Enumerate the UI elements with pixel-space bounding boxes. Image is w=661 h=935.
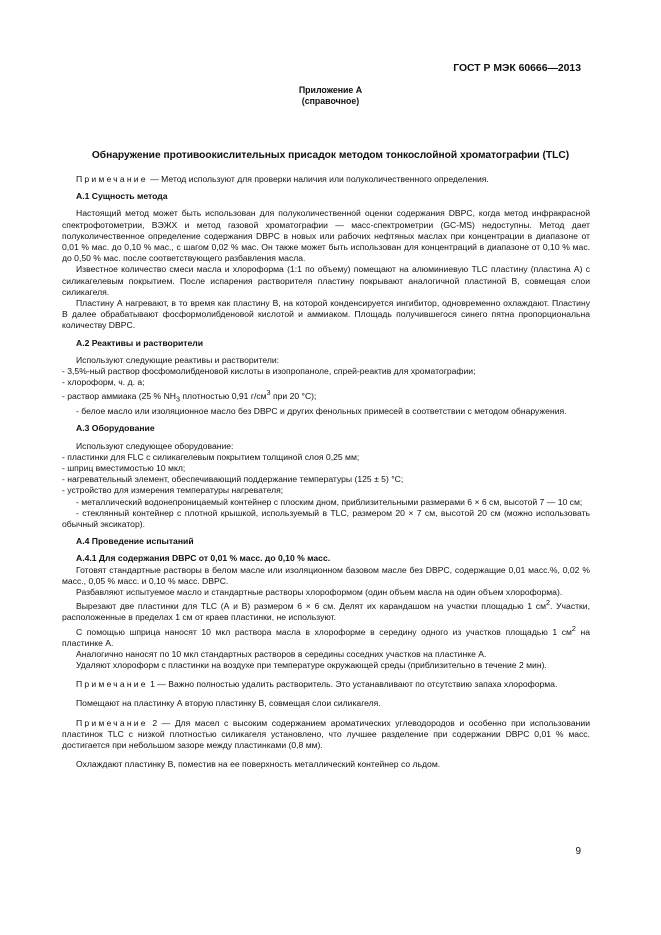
note-label: Примечание	[76, 174, 148, 184]
section-a2-heading: А.2 Реактивы и растворители	[76, 337, 204, 348]
a3-list-item: - нагревательный элемент, обеспечивающий поддержание температуры (125 ± 5) °С;	[62, 474, 404, 485]
section-a3-heading: А.3 Оборудование	[76, 423, 155, 434]
note-text: 1 — Важно полностью удалить растворитель. Это устанавливают по отсутствию запаха хлороформа.	[150, 679, 558, 690]
a4-paragraph-8: Охлаждают пластинку В, поместив на ее поверхность металлический контейнер со льдом.	[76, 759, 441, 770]
a1-paragraph-3: Пластину А нагревают, в то время как пластину В, на которой конденсируется ингибитор, одновременно охлаждают. Пластину В далее обрабатывают фосформолибденовой кислотой и аммиаком. Площадь получившегося синего пятна пропорциональна количеству DBPC.	[62, 298, 590, 331]
a4-paragraph-3: Вырезают две пластинки для TLC (А и В) размером 6 × 6 см. Делят их карандашом на участки площадью 1 $см^2$. Участки, расположенные в пределах 1 см от краев пластинки, не используют.	[62, 599, 590, 623]
a2-list-item: - хлороформ, ч. д. а;	[62, 377, 145, 388]
annex-title: Приложение А	[298, 85, 363, 95]
a2-intro: Используют следующие реактивы и растворители:	[76, 354, 280, 365]
a4-paragraph-4: С помощью шприца наносят 10 мкл раствора масла в хлороформе в середину одного из участков площадью 1 $см^2$ на пластинке А.	[62, 624, 590, 648]
a4-paragraph-1: Готовят стандартные растворы в белом масле или изоляционном базовом масле без DBPC, содержащие 0,01 масс.%, 0,02 % масс., 0,05 % масс. и 0,10 % масс. DBPC.	[62, 564, 590, 586]
section-a41-heading: А.4.1 Для содержания DBPC от 0,01 % масс. до 0,10 % масс.	[76, 553, 331, 564]
a2-list-item-ammonia: - раствор аммиака (25 % $NH_3$ плотностью 0,91 $г/см^3$ при 20 °С);	[62, 389, 317, 405]
section-a4-heading: А.4 Проведение испытаний	[76, 536, 194, 547]
a2-list-item: - белое масло или изоляционное масло без DBPC и других фенольных примесей в соответствии с методом обнаружения.	[76, 406, 567, 417]
standard-number: ГОСТ Р МЭК 60666—2013	[453, 63, 581, 74]
a4-paragraph-7: Помещают на пластинку А вторую пластинку В, совмещая слои силикагеля.	[76, 698, 381, 709]
intro-note	[62, 174, 590, 185]
a3-intro: Используют следующее оборудование:	[76, 440, 234, 451]
section-a1-heading: А.1 Сущность метода	[76, 191, 168, 202]
a3-list-item: - стеклянный контейнер с плотной крышкой, используемый в TLC, размером 20 × 7 см, высотой 20 см (можно использовать обычный эксикатор).	[62, 507, 590, 530]
a4-paragraph-5: Аналогично наносят по 10 мкл стандартных растворов в середины соседних участков на пластинке А.	[76, 648, 487, 659]
note-text: 2 — Для масел с высоким содержанием ароматических углеводородов и особенно при использовании пластинок TLC с низкой плотностью силикагеля установлено, что лучшее разделение при содержании DBPC 0,01 % масс. достигается при небольшом зазоре между пластинками (0,8 мм).	[62, 717, 590, 751]
a4-paragraph-2: Разбавляют испытуемое масло и стандартные растворы хлороформом (один объем масла на один объем хлороформа).	[76, 587, 563, 598]
document-title: Обнаружение противоокислительных присадок методом тонкослойной хроматографии (TLC)	[91, 150, 570, 161]
note-label: Примечание	[76, 679, 148, 690]
document-body	[62, 174, 590, 770]
a3-list-item: - пластинки для FLC с силикагелевым покрытием толщиной слоя 0,25 мм;	[62, 451, 360, 462]
annex-subtitle: (справочное)	[301, 96, 360, 106]
note-label: Примечание	[76, 717, 148, 728]
a1-paragraph-1: Настоящий метод может быть использован для полуколичественной оценки содержания DBPC, когда метод инфракрасной спектрофотометрии, ВЭЖХ и метод газовой хроматографии — масс-спектрометрии (GC-MS) недоступны. Метод дает полуколичественное определение содержания DBPC в новых или рабочих нефтяных маслах при концентрации в диапазоне от 0,01 % мас. до 0,10 % мас., с шагом 0,02 % мас. Он также может быть использован для концентраций в диапазоне от 0,10 % мас. до 0,50 % мас. после соответствующего разбавления масла.	[62, 208, 590, 264]
page-number: 9	[575, 846, 581, 857]
a4-paragraph-6: Удаляют хлороформ с пластинки на воздухе при температуре окружающей среды (приблизительно в течение 2 мин).	[76, 660, 547, 671]
annex-heading	[0, 85, 661, 107]
note-text: — Метод используют для проверки наличия или полуколичественного определения.	[150, 174, 489, 184]
a3-list-item: - металлический водонепроницаемый контейнер с плоским дном, приблизительными размерами 6 × 6 см, высотой 7 — 10 см;	[76, 496, 583, 507]
note-1	[62, 679, 590, 690]
note-2	[62, 718, 590, 752]
a1-paragraph-2: Известное количество смеси масла и хлороформа (1:1 по объему) помещают на алюминиевую TLC пластину (пластина А) с силикагелевым покрытием. После испарения растворителя пластину покрывают аналогичной пластиной B, совмещая слои силикагеля.	[62, 264, 590, 297]
a2-list-item: - 3,5%-ный раствор фосфомолибденовой кислоты в изопропаноле, спрей-реактив для хроматографии;	[62, 366, 476, 377]
a3-list-item: - устройство для измерения температуры нагревателя;	[62, 485, 284, 496]
a3-list-item: - шприц вместимостью 10 мкл;	[62, 463, 186, 474]
